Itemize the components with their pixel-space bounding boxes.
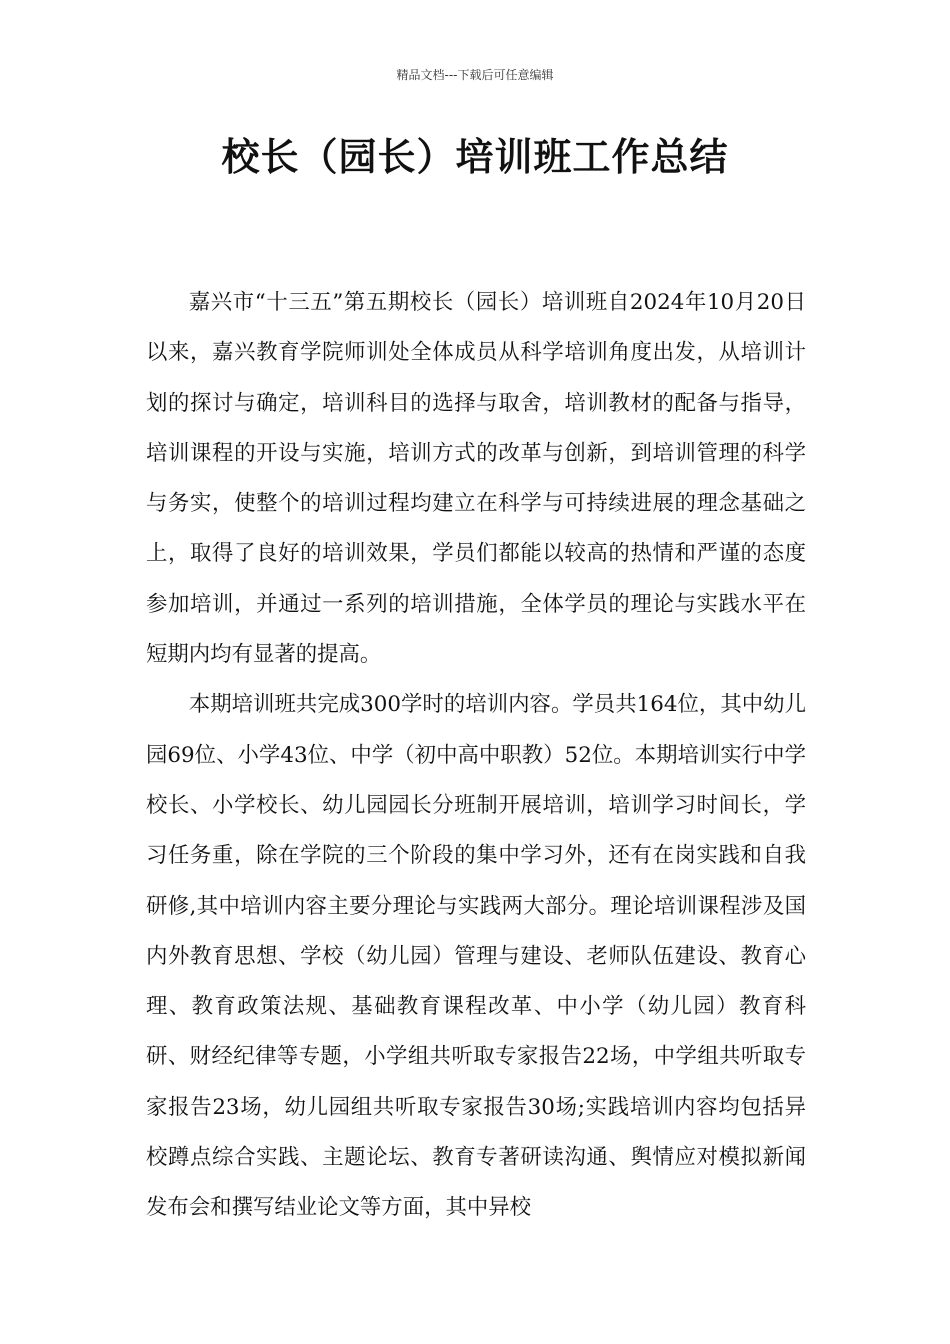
document-title: 校长（园长）培训班工作总结 bbox=[221, 135, 729, 179]
paragraph-2: 本期培训班共完成300学时的培训内容。学员共164位，其中幼儿园69位、小学43位、中学（初中高中职教）52位。本期培训实行中学校长、小学校长、幼儿园园长分班制开展培训，培训学习时间长，学习任务重，除在学院的三个阶段的集中学习外，还有在岗实践和自我研修,其中培训内容主要分理论与实践两大部分。理论培训课程涉及国内外教育思想、学校（幼儿园）管理与建设、老师队伍建设、教育心理、教育政策法规、基础教育课程改革、中小学（幼儿园）教育科研、财经纪律等专题，小学组共听取专家报告22场，中学组共听取专家报告23场，幼儿园组共听取专家报告30场;实践培训内容均包括异校蹲点综合实践、主题论坛、教育专著研读沟通、舆情应对模拟新闻发布会和撰写结业论文等方面，其中异校 bbox=[146, 692, 806, 1221]
document-body bbox=[146, 278, 806, 1234]
paragraph-1: 嘉兴市“十三五”第五期校长（园长）培训班自2024年10月20日以来，嘉兴教育学院师训处全体成员从科学培训角度出发，从培训计划的探讨与确定，培训科目的选择与取舍，培训教材的配备与指导，培训课程的开设与实施，培训方式的改革与创新，到培训管理的科学与务实，使整个的培训过程均建立在科学与可持续进展的理念基础之上，取得了良好的培训效果，学员们都能以较高的热情和严谨的态度参加培训，并通过一系列的培训措施，全体学员的理论与实践水平在短期内均有显著的提高。 bbox=[146, 290, 806, 668]
header-note: 精品文档---下载后可任意编辑 bbox=[396, 68, 554, 82]
